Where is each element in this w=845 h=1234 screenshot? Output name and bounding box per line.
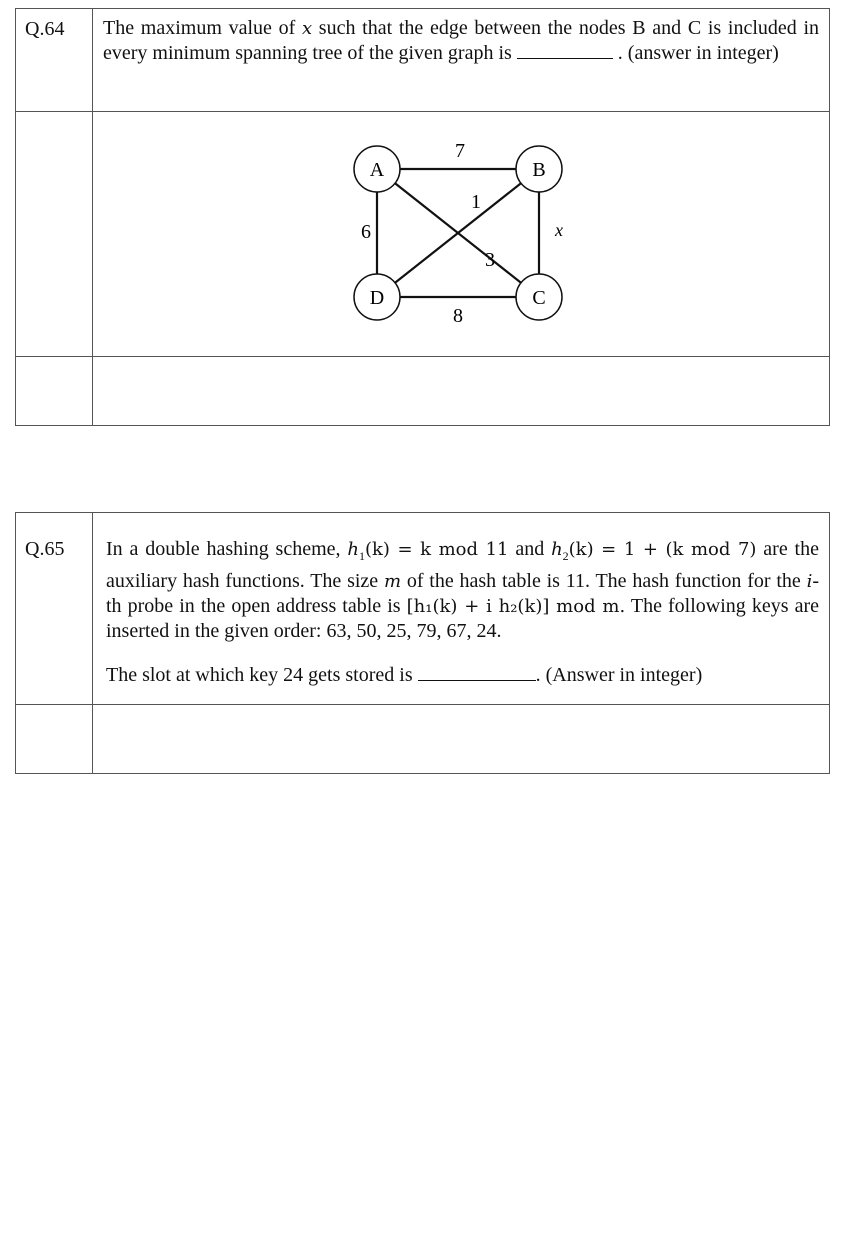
answer-cell [93,705,830,774]
node-label-d: D [369,287,385,309]
text-segment: . (answer in integer) [612,42,779,64]
edge-weight-label: 3 [485,249,495,271]
question-text-cell [93,513,830,705]
answer-blank [517,42,613,59]
graph-figure-cell [93,112,830,357]
question-65-text [93,513,829,688]
question-number-cell [16,9,93,112]
question-65-paragraph-1: In a double hashing scheme, $h_1(k) = k$ mod 11 and $h_2(k) = 1 + (k$ mod 7) are the auxiliary hash functions. The size m of the hash table is 11. The hash function for the i-th probe in the open address table is [h₁(k) + i h₂(k)] mod m. The following keys are inserted in the given order: 63, 50, 25, 79, 67, 24. [106,538,819,642]
empty-cell [16,357,93,426]
graph-diagram [93,112,830,357]
question-text-cell [93,9,830,112]
answer-blank [418,664,536,681]
empty-cell [16,112,93,357]
edge-weight-label: x [555,220,563,240]
question-number: Q.65 [25,538,65,560]
question-65-table [15,512,830,774]
edge-weight-label: 8 [453,305,463,327]
answer-cell [93,357,830,426]
math-x: x [301,18,313,39]
text-segment: such that the edge between the nodes B and C is included in every minimum spanning tree of the given graph is [103,17,820,64]
empty-cell [16,705,93,774]
node-label-a: A [369,159,385,181]
question-number-cell [16,513,93,705]
edge-weight-label: 6 [361,221,371,243]
question-64-text [93,9,829,66]
node-label-b: B [532,159,546,181]
edge-weight-label: 7 [455,140,465,162]
node-label-c: C [532,287,546,309]
question-64-table [15,8,830,426]
text-segment: The maximum value of [103,17,302,39]
edge-weight-label: 1 [471,191,481,213]
question-number: Q.64 [25,18,65,40]
question-65-paragraph-2: The slot at which key 24 gets stored is . (Answer in integer) [106,664,703,686]
